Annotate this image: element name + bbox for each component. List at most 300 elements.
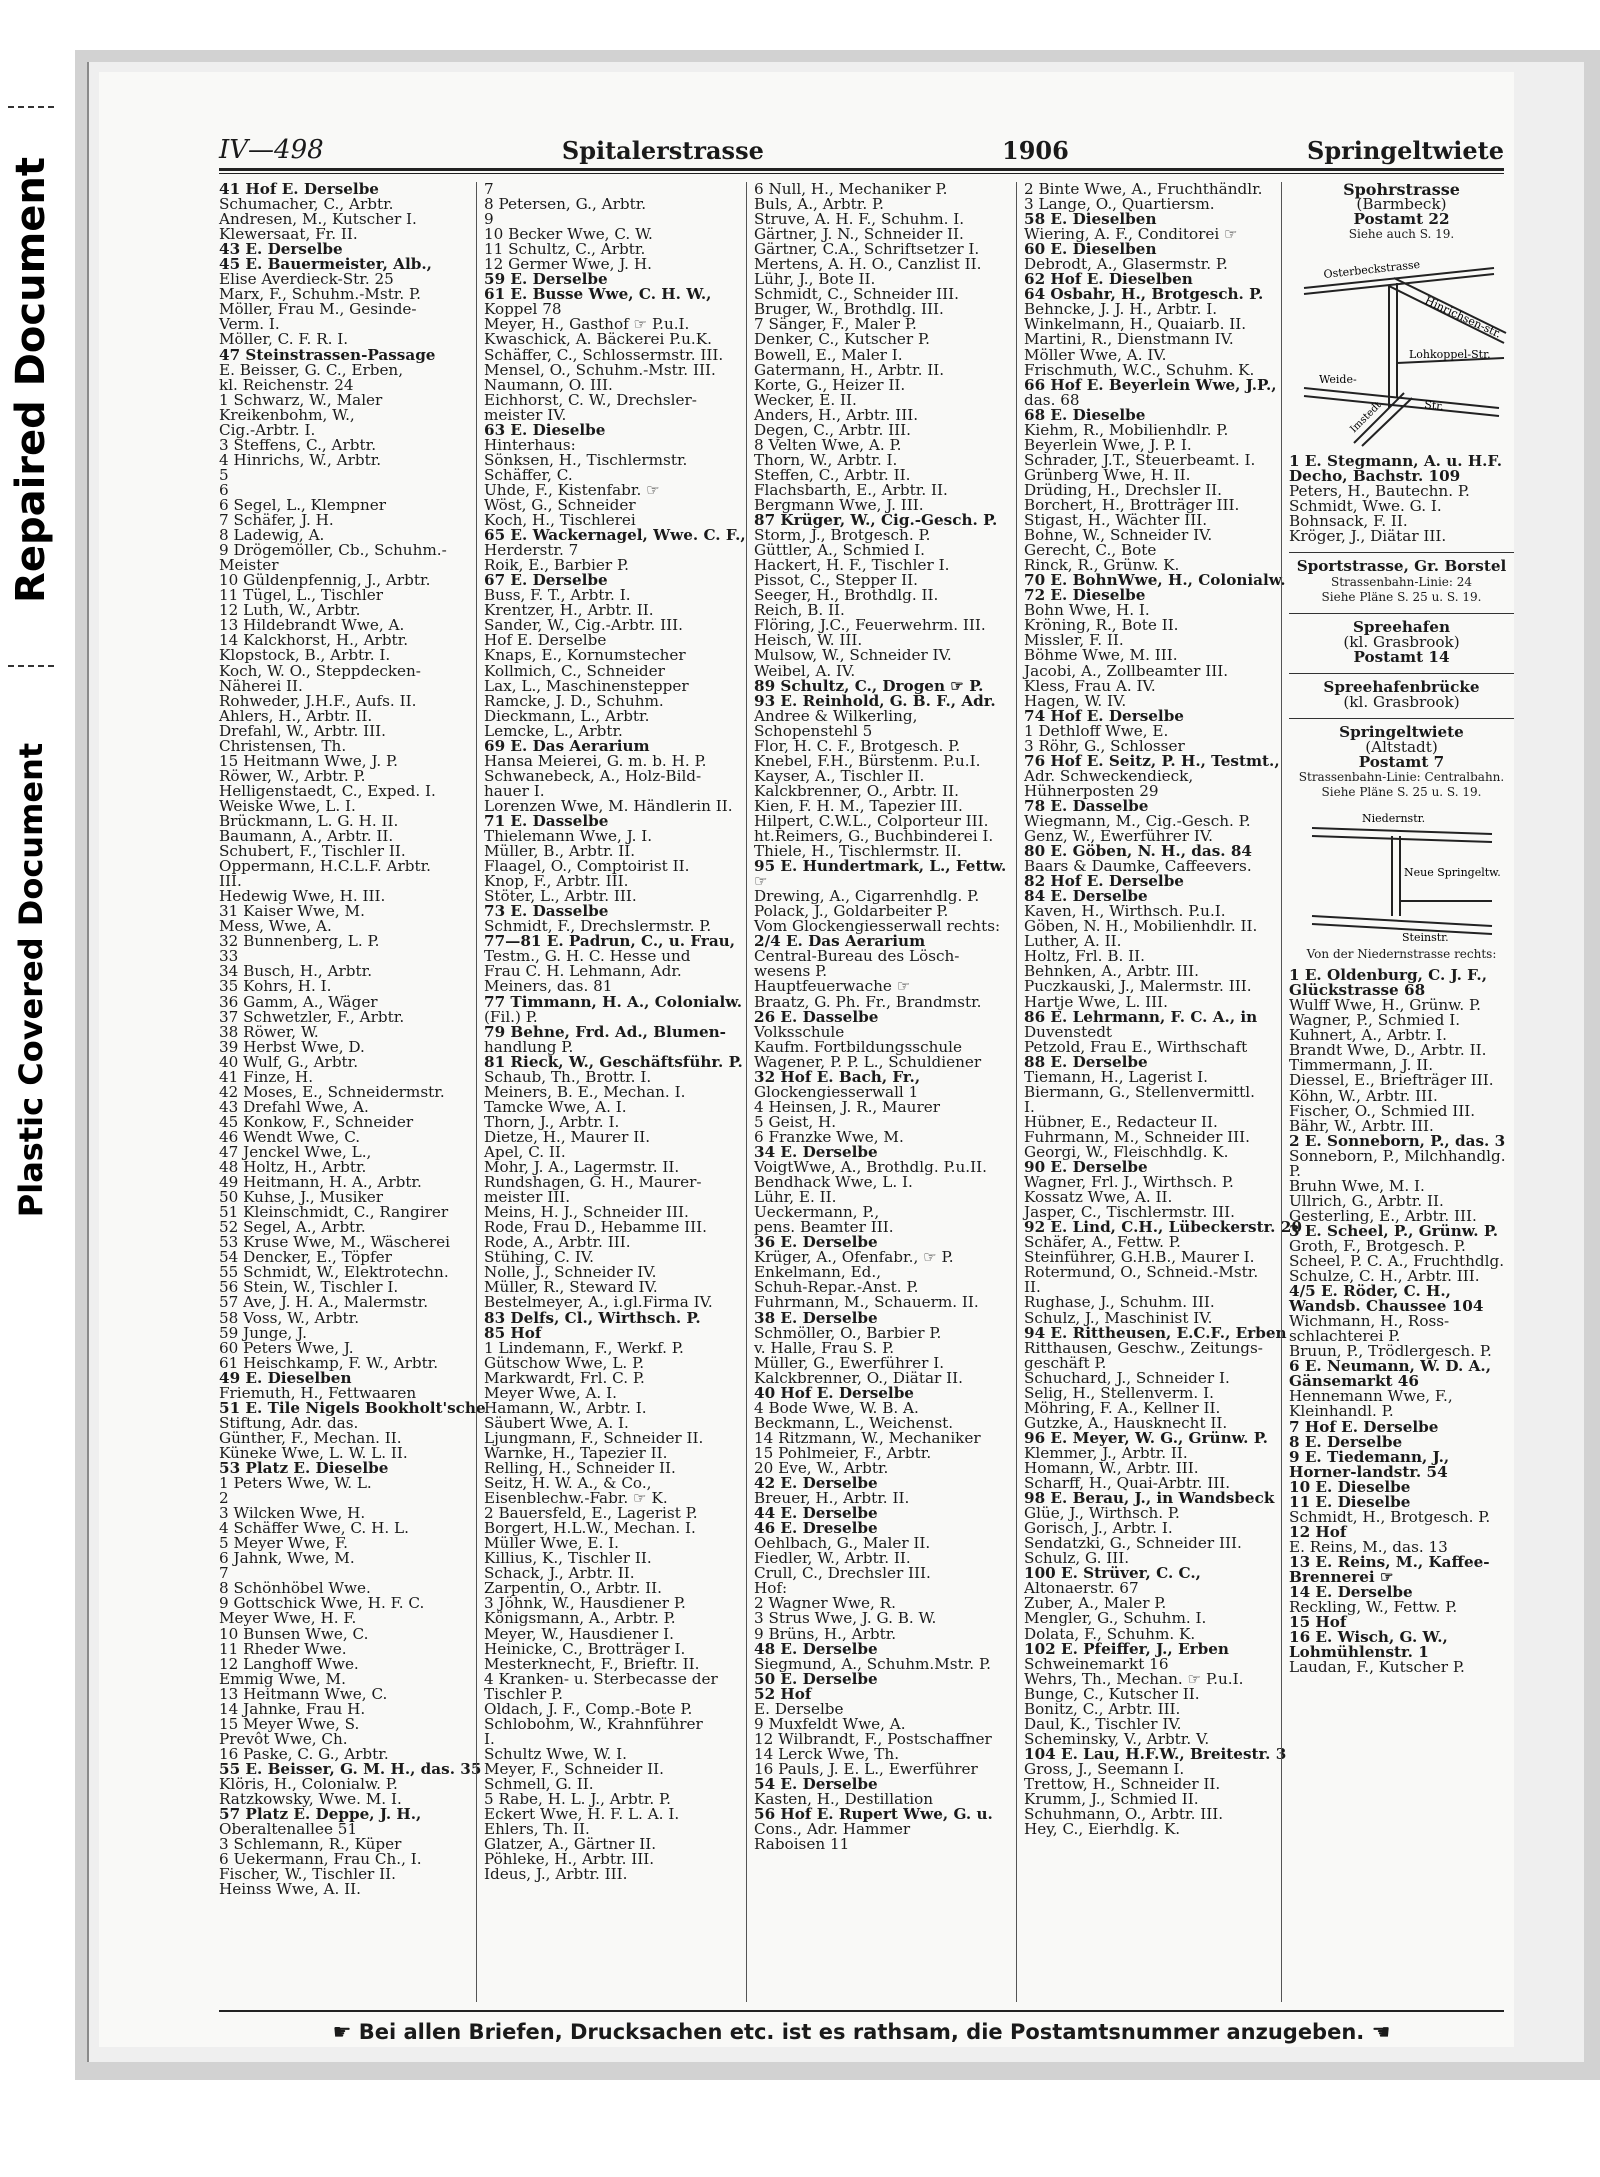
directory-entry: Bergmann Wwe, J. III. — [754, 495, 924, 514]
directory-entry: Schmidt, H., Brotgesch. P. — [1289, 1507, 1491, 1526]
directory-entry: Scheel, P. C. A., Fruchthdlg. — [1289, 1252, 1505, 1271]
street-heading: Sportstrasse, Gr. Borstel — [1296, 557, 1507, 576]
directory-entry: Ljungmann, F., Schneider II. — [484, 1428, 704, 1447]
directory-entry: Güttler, A., Schmied I. — [754, 541, 925, 560]
directory-entry: Hagen, W. IV. — [1024, 691, 1127, 710]
street-heading: Spohrstrasse — [1343, 180, 1460, 199]
directory-entry: Enkelmann, Ed., — [754, 1263, 882, 1282]
directory-entry: Buss, F. T., Arbtr. I. — [484, 586, 631, 605]
directory-entry: Meyer, H., Gasthof ☞ P.u.I. — [484, 315, 690, 334]
directory-entry: 6 Jahnk, Wwe, M. — [219, 1549, 355, 1568]
directory-entry: 55 Schmidt, W., Elektrotechn. — [219, 1263, 449, 1282]
directory-entry: 42 Moses, E., Schneidermstr. — [219, 1082, 445, 1101]
directory-entry: 51 E. Tile Nigels Bookholt'sche — [219, 1398, 486, 1417]
directory-entry: 53 Kruse Wwe, M., Wäscherei — [219, 1233, 450, 1252]
directory-entry: Homann, W., Arbtr. III. — [1024, 1458, 1199, 1477]
directory-entry: Weibel, A. IV. — [754, 661, 856, 680]
directory-entry: Heinicke, C., Brotträger I. — [484, 1639, 686, 1658]
directory-entry: Oehlbach, G., Maler II. — [754, 1534, 931, 1553]
directory-entry: Trettow, H., Schneider II. — [1024, 1774, 1221, 1793]
directory-entry: Mess, Wwe, A. — [219, 917, 332, 936]
directory-entry: 77 Timmann, H. A., Colonialw. — [484, 992, 743, 1011]
directory-entry: Markwardt, Frl. C. P. — [484, 1368, 645, 1387]
map-label: Steinstr. — [1401, 931, 1449, 945]
directory-entry: Heisch, W. III. — [754, 631, 863, 650]
directory-entry: 8 Ladewig, A. — [219, 526, 325, 545]
directory-entry: Schulze, C. H., Arbtr. III. — [1289, 1267, 1480, 1286]
directory-entry: Gross, J., Seemann I. — [1024, 1759, 1185, 1778]
directory-entry: Dietze, H., Maurer II. — [484, 1127, 651, 1146]
directory-entry: Sendatzki, G., Schneider III. — [1024, 1534, 1242, 1553]
directory-entry: 12 Langhoff Wwe. — [219, 1654, 359, 1673]
directory-entry: Adr. Schweckendieck, — [1024, 766, 1194, 785]
directory-entry: Lorenzen Wwe, M. Händlerin II. — [484, 796, 733, 815]
directory-entry: Schulz, G. III. — [1024, 1549, 1130, 1568]
directory-entry: Puczkauski, J., Malermstr. III. — [1024, 977, 1252, 996]
directory-entry: Braatz, G. Ph. Fr., Brandmstr. — [754, 992, 982, 1011]
directory-entry: Krumm, J., Schmied II. — [1024, 1790, 1199, 1809]
directory-entry: Schuchard, J., Schneider I. — [1024, 1368, 1230, 1387]
directory-entry: Beyerlein Wwe, J. P. I. — [1024, 435, 1192, 454]
header-right-street: Springeltwiete — [1306, 136, 1504, 165]
directory-entry: Rode, Frau D., Hebamme III. — [484, 1218, 707, 1237]
directory-entry: Daul, K., Tischler IV. — [1024, 1714, 1182, 1733]
map-label: Neue Springeltw. — [1403, 866, 1501, 880]
footer-rule — [219, 2010, 1504, 2012]
directory-entry: Röwer, W., Arbtr. P. — [219, 766, 366, 785]
directory-entry: 44 E. Derselbe — [754, 1504, 878, 1523]
directory-entry: Möller, C. F. R. I. — [219, 330, 349, 349]
directory-entry: Säubert Wwe, A. I. — [484, 1413, 629, 1432]
directory-entry: 1 Lindemann, F., Werkf. P. — [484, 1338, 684, 1357]
directory-entry: Rughase, J., Schuhm. III. — [1024, 1293, 1215, 1312]
directory-entry: 2/4 E. Das Aerarium — [754, 932, 926, 951]
directory-entry: E. Derselbe — [754, 1699, 844, 1718]
directory-entry: Polack, J., Goldarbeiter P. — [754, 902, 949, 921]
directory-entry: 7 — [484, 180, 494, 198]
column-3 — [754, 182, 1009, 2002]
directory-entry: Müller Wwe, E. I. — [484, 1534, 619, 1553]
directory-entry: Gärtner, C.A., Schriftsetzer I. — [754, 240, 980, 259]
directory-entry: Drewing, A., Cigarrenhdlg. P. — [754, 887, 980, 906]
directory-entry: Thorn, J., Arbtr. I. — [484, 1112, 620, 1131]
directory-entry: Schmöller, O., Barbier P. — [754, 1323, 942, 1342]
directory-page — [99, 72, 1514, 2047]
directory-entry: 14 Lerck Wwe, Th. — [754, 1744, 900, 1763]
directory-entry: Koch, W. O., Steppdecken- — [219, 661, 421, 680]
directory-entry: Petzold, Frau E., Wirthschaft — [1024, 1037, 1248, 1056]
directory-entry: Köhn, W., Arbtr. III. — [1289, 1086, 1438, 1105]
directory-entry: Jasper, C., Tischlermstr. III. — [1024, 1203, 1235, 1222]
directory-entry: Volksschule — [754, 1022, 845, 1041]
map-label: Weide- — [1319, 373, 1357, 387]
postamt: Postamt 22 — [1353, 210, 1450, 229]
directory-entry: Verm. I. — [219, 315, 280, 334]
directory-entry: Gütschow Wwe, L. P. — [484, 1353, 645, 1372]
directory-entry: VoigtWwe, A., Brothdlg. P.u.II. — [754, 1158, 987, 1177]
street-heading: Spreehafen — [1352, 617, 1451, 636]
directory-entry: Göben, N. H., Mobilienhdlr. II. — [1024, 917, 1258, 936]
directory-entry: Drüding, H., Drechsler II. — [1024, 480, 1222, 499]
tram-line: Strassenbahn-Linie: 24 — [1330, 574, 1473, 589]
directory-entry: Kalckbrenner, O., Arbtr. II. — [754, 781, 959, 800]
directory-entry: 8 Schönhöbel Wwe. — [219, 1579, 371, 1598]
directory-entry: 1 E. Oldenburg, C. J. F., Glückstrasse 68 — [1289, 966, 1487, 1000]
see-also: Siehe auch S. 19. — [1348, 227, 1455, 242]
directory-entry: 54 E. Derselbe — [754, 1774, 878, 1793]
directory-entry: 90 E. Derselbe — [1024, 1158, 1148, 1177]
directory-entry: 65 E. Wackernagel, Wwe. C. F., — [484, 526, 746, 545]
book-sheet — [87, 62, 1584, 2062]
directory-entry: 64 Osbahr, H., Brotgesch. P. — [1024, 285, 1264, 304]
directory-entry: Naumann, O. III. — [484, 375, 613, 394]
header-left-street: Spitalerstrasse — [561, 136, 764, 165]
directory-entry: Schuhmann, O., Arbtr. III. — [1024, 1805, 1224, 1824]
directory-entry: 78 E. Dasselbe — [1024, 796, 1149, 815]
directory-entry: 2 Wagner Wwe, R. — [754, 1594, 896, 1613]
plastic-covered-document-label: Plastic Covered Document — [12, 742, 51, 1218]
directory-entry: Kasten, H., Destillation — [754, 1790, 934, 1809]
directory-entry: Wöst, G., Schneider — [484, 495, 636, 514]
directory-entry: Holtz, Frl. B. II. — [1024, 947, 1145, 966]
directory-entry: Timmermann, J. II. — [1289, 1056, 1434, 1075]
directory-entry: Schäffer, C. — [484, 465, 573, 484]
directory-entry: Schultz Wwe, W. I. — [484, 1744, 627, 1763]
directory-entry: 60 Peters Wwe, J. — [219, 1338, 354, 1357]
directory-entry: Ratzkowsky, Wwe. M. I. — [219, 1790, 402, 1809]
directory-entry: 14 E. Derselbe — [1289, 1583, 1413, 1602]
directory-entry: Georgi, W., Fleischhdlg. K. — [1024, 1143, 1229, 1161]
map-label: Imstedt — [1348, 400, 1384, 436]
directory-entry: Bendhack Wwe, L. I. — [754, 1173, 913, 1192]
directory-entry: Flor, H. C. F., Brotgesch. P. — [754, 736, 961, 755]
directory-entry: 33 — [219, 947, 239, 966]
scanned-paper — [75, 50, 1600, 2080]
directory-entry: Hey, C., Eierhdlg. K. — [1024, 1820, 1181, 1839]
directory-entry: Bowell, E., Maler I. — [754, 345, 903, 364]
directory-entry: 40 Hof E. Derselbe — [754, 1383, 914, 1402]
directory-entry: Rundshagen, G. H., Maurer- — [484, 1173, 702, 1192]
directory-entry: 56 Hof E. Rupert Wwe, G. u. — [754, 1805, 993, 1824]
directory-entry: Elise Averdieck-Str. 25 — [219, 270, 394, 289]
directory-entry: Flaagel, O., Comptoirist II. — [484, 857, 690, 876]
directory-entry: 4 Kranken- u. Sterbecasse der — [484, 1669, 718, 1688]
directory-entry: Tiemann, H., Lagerist I. — [1024, 1067, 1208, 1086]
directory-entry: 104 E. Lau, H.F.W., Breitestr. 3 — [1024, 1744, 1287, 1763]
directory-entry: 55 E. Beisser, G. M. H., das. 35 — [219, 1759, 482, 1778]
directory-entry: 6 Null, H., Mechaniker P. — [754, 180, 948, 198]
directory-entry: Duvenstedt — [1024, 1022, 1113, 1041]
repaired-document-label: Repaired Document — [8, 157, 54, 603]
directory-entry: 6 Segel, L., Klempner — [219, 495, 387, 514]
directory-entry: 4/5 E. Röder, C. H., Wandsb. Chaussee 104 — [1289, 1282, 1484, 1316]
directory-entry: Bohn Wwe, H. I. — [1024, 601, 1150, 620]
directory-entry: ht.Reimers, G., Buchbinderei I. — [754, 827, 994, 846]
directory-entry: 49 Heitmann, H. A., Arbtr. — [219, 1173, 422, 1192]
directory-entry: 62 Hof E. Dieselben — [1024, 270, 1193, 289]
directory-entry: Friemuth, H., Fettwaaren — [219, 1383, 417, 1402]
directory-entry: 59 Junge, J. — [219, 1323, 307, 1342]
directory-entry: Hilpert, C.W.L., Colporteur III. — [754, 811, 989, 830]
directory-entry: Ullrich, G., Arbtr. II. — [1289, 1191, 1444, 1210]
directory-entry: 50 Kuhse, J., Musiker — [219, 1188, 383, 1207]
directory-entry: Helligenstaedt, C., Exped. I. — [219, 781, 436, 800]
directory-entry: Schmell, G. II. — [484, 1774, 594, 1793]
directory-entry: Fuhrmann, M., Schneider III. — [1024, 1127, 1251, 1146]
directory-entry: 5 Geist, H. — [754, 1112, 837, 1131]
directory-entry: 38 Röwer, W. — [219, 1022, 319, 1041]
directory-entry: Wichmann, H., Ross-schlachterei P. — [1289, 1312, 1450, 1346]
directory-entry: Drefahl, W., Arbtr. III. — [219, 721, 386, 740]
directory-entry: Reich, B. II. — [754, 601, 845, 620]
directory-entry: Mensel, O., Schuhm.-Mstr. III. — [484, 360, 716, 379]
directory-entry: Wecker, E. II. — [754, 390, 857, 409]
directory-entry: Böhme Wwe, M. III. — [1024, 646, 1178, 665]
directory-entry: 16 Paske, C. G., Arbtr. — [219, 1744, 389, 1763]
street-map — [1302, 806, 1502, 945]
directory-entry: Seitz, H. W. A., & Co., — [484, 1474, 652, 1493]
directory-entry: Schumacher, C., Arbtr. — [219, 195, 394, 214]
directory-entry: Steffen, C., Arbtr. II. — [754, 465, 911, 484]
directory-entry: Meiners, B. E., Mechan. I. — [484, 1082, 686, 1101]
directory-entry: hauer I. — [484, 781, 545, 800]
directory-entry: 6 Franzke Wwe, M. — [754, 1127, 904, 1146]
directory-entry: Missler, F. II. — [1024, 631, 1124, 650]
directory-entry: Korte, G., Heizer II. — [754, 375, 906, 394]
directory-entry: I. — [1024, 1097, 1035, 1116]
directory-entry: Gutzke, A., Hausknecht II. — [1024, 1413, 1228, 1432]
directory-entry: Klopstock, B., Arbtr. I. — [219, 646, 391, 665]
directory-entry: Lemcke, L., Arbtr. — [484, 721, 623, 740]
directory-entry: Rohweder, J.H.F., Aufs. II. — [219, 691, 417, 710]
directory-entry: wesens P. — [754, 962, 828, 981]
directory-entry: 72 E. Dieselbe — [1024, 586, 1146, 605]
directory-entry: Zarpentin, O., Arbtr. II. — [484, 1579, 662, 1598]
directory-entry: 61 E. Busse Wwe, C. H. W., — [484, 285, 712, 304]
directory-entry: Möller, Frau M., Gesinde- — [219, 300, 417, 319]
directory-entry: 10 Bunsen Wwe, C. — [219, 1624, 369, 1643]
directory-entry: Jacobi, A., Zollbeamter III. — [1024, 661, 1229, 680]
directory-entry: Rinck, R., Grünw. K. — [1024, 556, 1180, 575]
column-divider — [1016, 182, 1017, 2002]
directory-entry: Andree & Wilkerling, — [754, 706, 918, 725]
directory-entry: Borgert, H.L.W., Mechan. I. — [484, 1519, 696, 1538]
see-also: Siehe Pläne S. 25 u. S. 19. — [1321, 589, 1482, 604]
directory-entry: 84 E. Derselbe — [1024, 887, 1148, 906]
directory-entry: geschäft P. — [1024, 1353, 1107, 1372]
directory-entry: 66 Hof E. Beyerlein Wwe, J.P., — [1024, 375, 1277, 394]
directory-entry: Zuber, A., Maler P. — [1024, 1594, 1167, 1613]
directory-entry: Sönksen, H., Tischlermstr. — [484, 450, 688, 469]
map-label: Osterbeckstrasse — [1322, 258, 1421, 282]
directory-entry: Luther, A. II. — [1024, 932, 1122, 951]
directory-entry: 73 E. Dasselbe — [484, 902, 609, 921]
directory-entry: 3 Jöhnk, W., Hausdiener P. — [484, 1594, 686, 1613]
directory-entry: Mohr, J. A., Lagermstr. II. — [484, 1158, 680, 1177]
directory-entry: 12 Germer Wwe, J. H. — [484, 255, 652, 274]
directory-entry: Genz, W., Ewerführer IV. — [1024, 827, 1213, 846]
directory-entry: 70 E. BohnWwe, H., Colonialw. — [1024, 571, 1286, 590]
directory-entry: meister IV. — [484, 405, 567, 424]
directory-entry: Meyer Wwe, H. F. — [219, 1609, 357, 1628]
directory-entry: Raboisen 11 — [754, 1835, 850, 1854]
directory-entry: Wagner, Frl. J., Wirthsch. P. — [1024, 1173, 1234, 1192]
directory-entry: 49 E. Dieselben — [219, 1368, 352, 1387]
directory-entry: Mengler, G., Schuhm. I. — [1024, 1609, 1207, 1628]
directory-entry: 3 Strus Wwe, J. G. B. W. — [754, 1609, 937, 1628]
directory-entry: Diessel, E., Briefträger III. — [1289, 1071, 1494, 1090]
directory-entry: Bruger, W., Brothdlg. III. — [754, 300, 944, 319]
directory-entry: Martini, R., Dienstmann IV. — [1024, 330, 1234, 349]
directory-entry: Bonitz, C., Arbtr. III. — [1024, 1699, 1181, 1718]
directory-entry: Meiners, das. 81 — [484, 977, 613, 996]
directory-entry: 38 E. Derselbe — [754, 1308, 878, 1327]
directory-entry: 68 E. Dieselbe — [1024, 405, 1146, 424]
directory-entry: 87 Krüger, W., Cig.-Gesch. P. — [754, 511, 998, 530]
directory-entry: Bestelmeyer, A., i.gl.Firma IV. — [484, 1293, 713, 1312]
directory-entry: Breuer, H., Arbtr. II. — [754, 1489, 910, 1508]
street-district: (Altstadt) — [1365, 737, 1438, 756]
directory-entry: 15 Pohlmeier, F., Arbtr. — [754, 1443, 932, 1462]
directory-entry: 74 Hof E. Derselbe — [1024, 706, 1184, 725]
directory-entry: Kalckbrenner, O., Diätar II. — [754, 1368, 963, 1387]
directory-entry: 14 Ritzmann, W., Mechaniker — [754, 1428, 981, 1447]
directory-entry: 2 Binte Wwe, A., Fruchthändlr. — [1024, 180, 1263, 198]
directory-entry: Brückmann, L. G. H. II. — [219, 811, 399, 830]
directory-entry: 93 E. Reinhold, G. B. F., Adr. — [754, 691, 996, 710]
directory-entry: Gärtner, J. N., Schneider II. — [754, 225, 964, 244]
directory-entry: pens. Beamter III. — [754, 1218, 894, 1237]
directory-entry: Fischer, W., Tischler II. — [219, 1865, 396, 1884]
directory-entry: Kless, Frau A. IV. — [1024, 676, 1156, 695]
directory-entry: 48 E. Derselbe — [754, 1639, 878, 1658]
directory-entry: 7 Sänger, F., Maler P. — [754, 315, 917, 334]
directory-entry: E. Reins, M., das. 13 — [1289, 1537, 1448, 1556]
directory-entry: 7 Hof E. Derselbe — [1289, 1417, 1439, 1436]
directory-entry: Scheminsky, V., Arbtr. V. — [1024, 1729, 1210, 1748]
directory-entry: 96 E. Meyer, W. G., Grünw. P. — [1024, 1428, 1268, 1447]
directory-entry: Kröger, J., Diätar III. — [1289, 527, 1447, 546]
directory-entry: 9 — [484, 210, 494, 229]
directory-entry: 20 Eve, W., Arbtr. — [754, 1458, 889, 1477]
directory-entry: 4 Heinsen, J. R., Maurer — [754, 1097, 940, 1116]
directory-entry: 52 Segel, A., Arbtr. — [219, 1218, 366, 1237]
directory-entry: Meyer, F., Schneider II. — [484, 1759, 664, 1778]
directory-entry: Küneke Wwe, L. W. L. II. — [219, 1443, 408, 1462]
directory-entry: Cig.-Arbtr. I. — [219, 420, 316, 439]
directory-entry: Degen, C., Arbtr. III. — [754, 420, 911, 439]
directory-entry: 45 Konkow, F., Schneider — [219, 1112, 414, 1131]
directory-entry: Glatzer, A., Gärtner II. — [484, 1835, 657, 1854]
header-year: 1906 — [1002, 136, 1069, 165]
directory-entry: 45 E. Bauermeister, Alb., — [219, 255, 432, 274]
directory-entry: 92 E. Lind, C.H., Lübeckerstr. 20 — [1024, 1218, 1302, 1237]
directory-entry: Glockengiesserwall 1 — [754, 1082, 919, 1101]
directory-entry: III. — [219, 872, 242, 891]
directory-entry: 85 Hof — [484, 1323, 542, 1342]
directory-entry: Koch, H., Tischlerei — [484, 511, 636, 530]
directory-entry: Kwaschick, A. Bäckerei P.u.K. — [484, 330, 712, 349]
directory-entry: 14 Kalckhorst, H., Arbtr. — [219, 631, 409, 650]
directory-entry: Testm., G. H. C. Hesse und — [484, 947, 691, 966]
directory-entry: Kaven, H., Wirthsch. P.u.I. — [1024, 902, 1226, 921]
directory-entry: 6 — [219, 480, 229, 499]
directory-entry: 102 E. Pfeiffer, J., Erben — [1024, 1639, 1229, 1658]
header-rule-thin — [219, 173, 1504, 174]
directory-entry: 4 Hinrichs, W., Arbtr. — [219, 450, 382, 469]
directory-entry: 3 Röhr, G., Schlosser — [1024, 736, 1185, 755]
directory-entry: Schwanebeck, A., Holz-Bild- — [484, 766, 702, 785]
directory-entry: Möller Wwe, A. IV. — [1024, 345, 1167, 364]
directory-entry: Behncke, J. J. H., Arbtr. I. — [1024, 300, 1218, 319]
directory-entry: Relling, H., Schneider II. — [484, 1458, 676, 1477]
directory-entry: Hinterhaus: — [484, 435, 576, 454]
directory-entry: handlung P. — [484, 1037, 574, 1056]
directory-entry: 58 E. Dieselben — [1024, 210, 1157, 229]
directory-entry: Eckert Wwe, H. F. L. A. I. — [484, 1805, 680, 1824]
directory-entry: Fuhrmann, M., Schauerm. II. — [754, 1293, 979, 1312]
directory-entry: Schuh-Repar.-Anst. P. — [754, 1278, 919, 1297]
directory-entry: Hansa Meierei, G. m. b. H. P. — [484, 751, 707, 770]
directory-entry: 12 Hof — [1289, 1522, 1347, 1541]
directory-entry: 3 Schlemann, R., Küper — [219, 1835, 402, 1854]
tram-line: Strassenbahn-Linie: Centralbahn. — [1298, 769, 1505, 784]
directory-entry: 35 Kohrs, H. I. — [219, 977, 332, 996]
directory-entry: Kollmich, C., Schneider — [484, 661, 665, 680]
directory-entry: 11 Tügel, L., Tischler — [219, 586, 384, 605]
directory-entry: Herderstr. 7 — [484, 541, 579, 560]
directory-entry: 11 Schultz, C., Arbtr. — [484, 240, 646, 259]
map-label: Str. — [1423, 398, 1445, 414]
directory-entry: 34 Busch, H., Arbtr. — [219, 962, 373, 981]
directory-entry: Gesterling, E., Arbtr. III. — [1289, 1206, 1477, 1225]
directory-entry: 46 Wendt Wwe, C. — [219, 1127, 361, 1146]
directory-entry: Kreikenbohm, W., — [219, 405, 355, 424]
directory-entry: Heinss Wwe, A. II. — [219, 1880, 361, 1899]
directory-entry: 7 — [219, 1564, 229, 1583]
directory-entry: Ehlers, Th. II. — [484, 1820, 590, 1839]
directory-entry: Stigast, H., Wächter III. — [1024, 511, 1208, 530]
directory-entry: Lühr, J., Bote II. — [754, 270, 876, 289]
map-label: Hinrichsen-str. — [1422, 294, 1504, 341]
directory-entry: 60 E. Dieselben — [1024, 240, 1157, 259]
directory-entry: Kossatz Wwe, A. II. — [1024, 1188, 1173, 1207]
directory-entry: Siegmund, A., Schuhm.Mstr. P. — [754, 1654, 991, 1673]
directory-entry: Grünberg Wwe, H. II. — [1024, 465, 1191, 484]
directory-entry: kl. Reichenstr. 24 — [219, 375, 354, 394]
directory-entry: Baars & Daumke, Caffeevers. — [1024, 857, 1252, 876]
directory-entry: Kröning, R., Bote II. — [1024, 616, 1179, 635]
directory-entry: Central-Bureau des Lösch- — [754, 947, 960, 966]
directory-entry: Beckmann, L., Weichenst. — [754, 1413, 954, 1432]
directory-entry: 9 Drögemöller, Cb., Schuhm.- — [219, 541, 447, 560]
directory-entry: 77—81 E. Padrun, C., u. Frau, — [484, 932, 736, 951]
street-heading: Spreehafenbrücke — [1323, 677, 1480, 696]
directory-entry: Bohne, W., Schneider IV. — [1024, 526, 1213, 545]
directory-entry: 1 Schwarz, W., Maler — [219, 390, 383, 409]
directory-entry: Reckling, W., Fettw. P. — [1289, 1598, 1458, 1617]
directory-entry: Bruun, P., Trödlergesch. P. — [1289, 1342, 1492, 1361]
directory-entry: 16 Pauls, J. E. L., Ewerführer — [754, 1759, 978, 1778]
directory-entry: Thorn, W., Arbtr. I. — [754, 450, 898, 469]
side-labels — [0, 0, 62, 2177]
map-label: Niedernstr. — [1361, 812, 1425, 826]
postamt: Postamt 7 — [1358, 752, 1445, 771]
directory-entry: 1 Dethloff Wwe, E. — [1024, 721, 1169, 740]
column-divider — [746, 182, 747, 2002]
directory-entry: 89 Schultz, C., Drogen ☞ P. — [754, 676, 984, 695]
directory-entry: 76 Hof E. Seitz, P. H., Testmt., — [1024, 751, 1280, 770]
